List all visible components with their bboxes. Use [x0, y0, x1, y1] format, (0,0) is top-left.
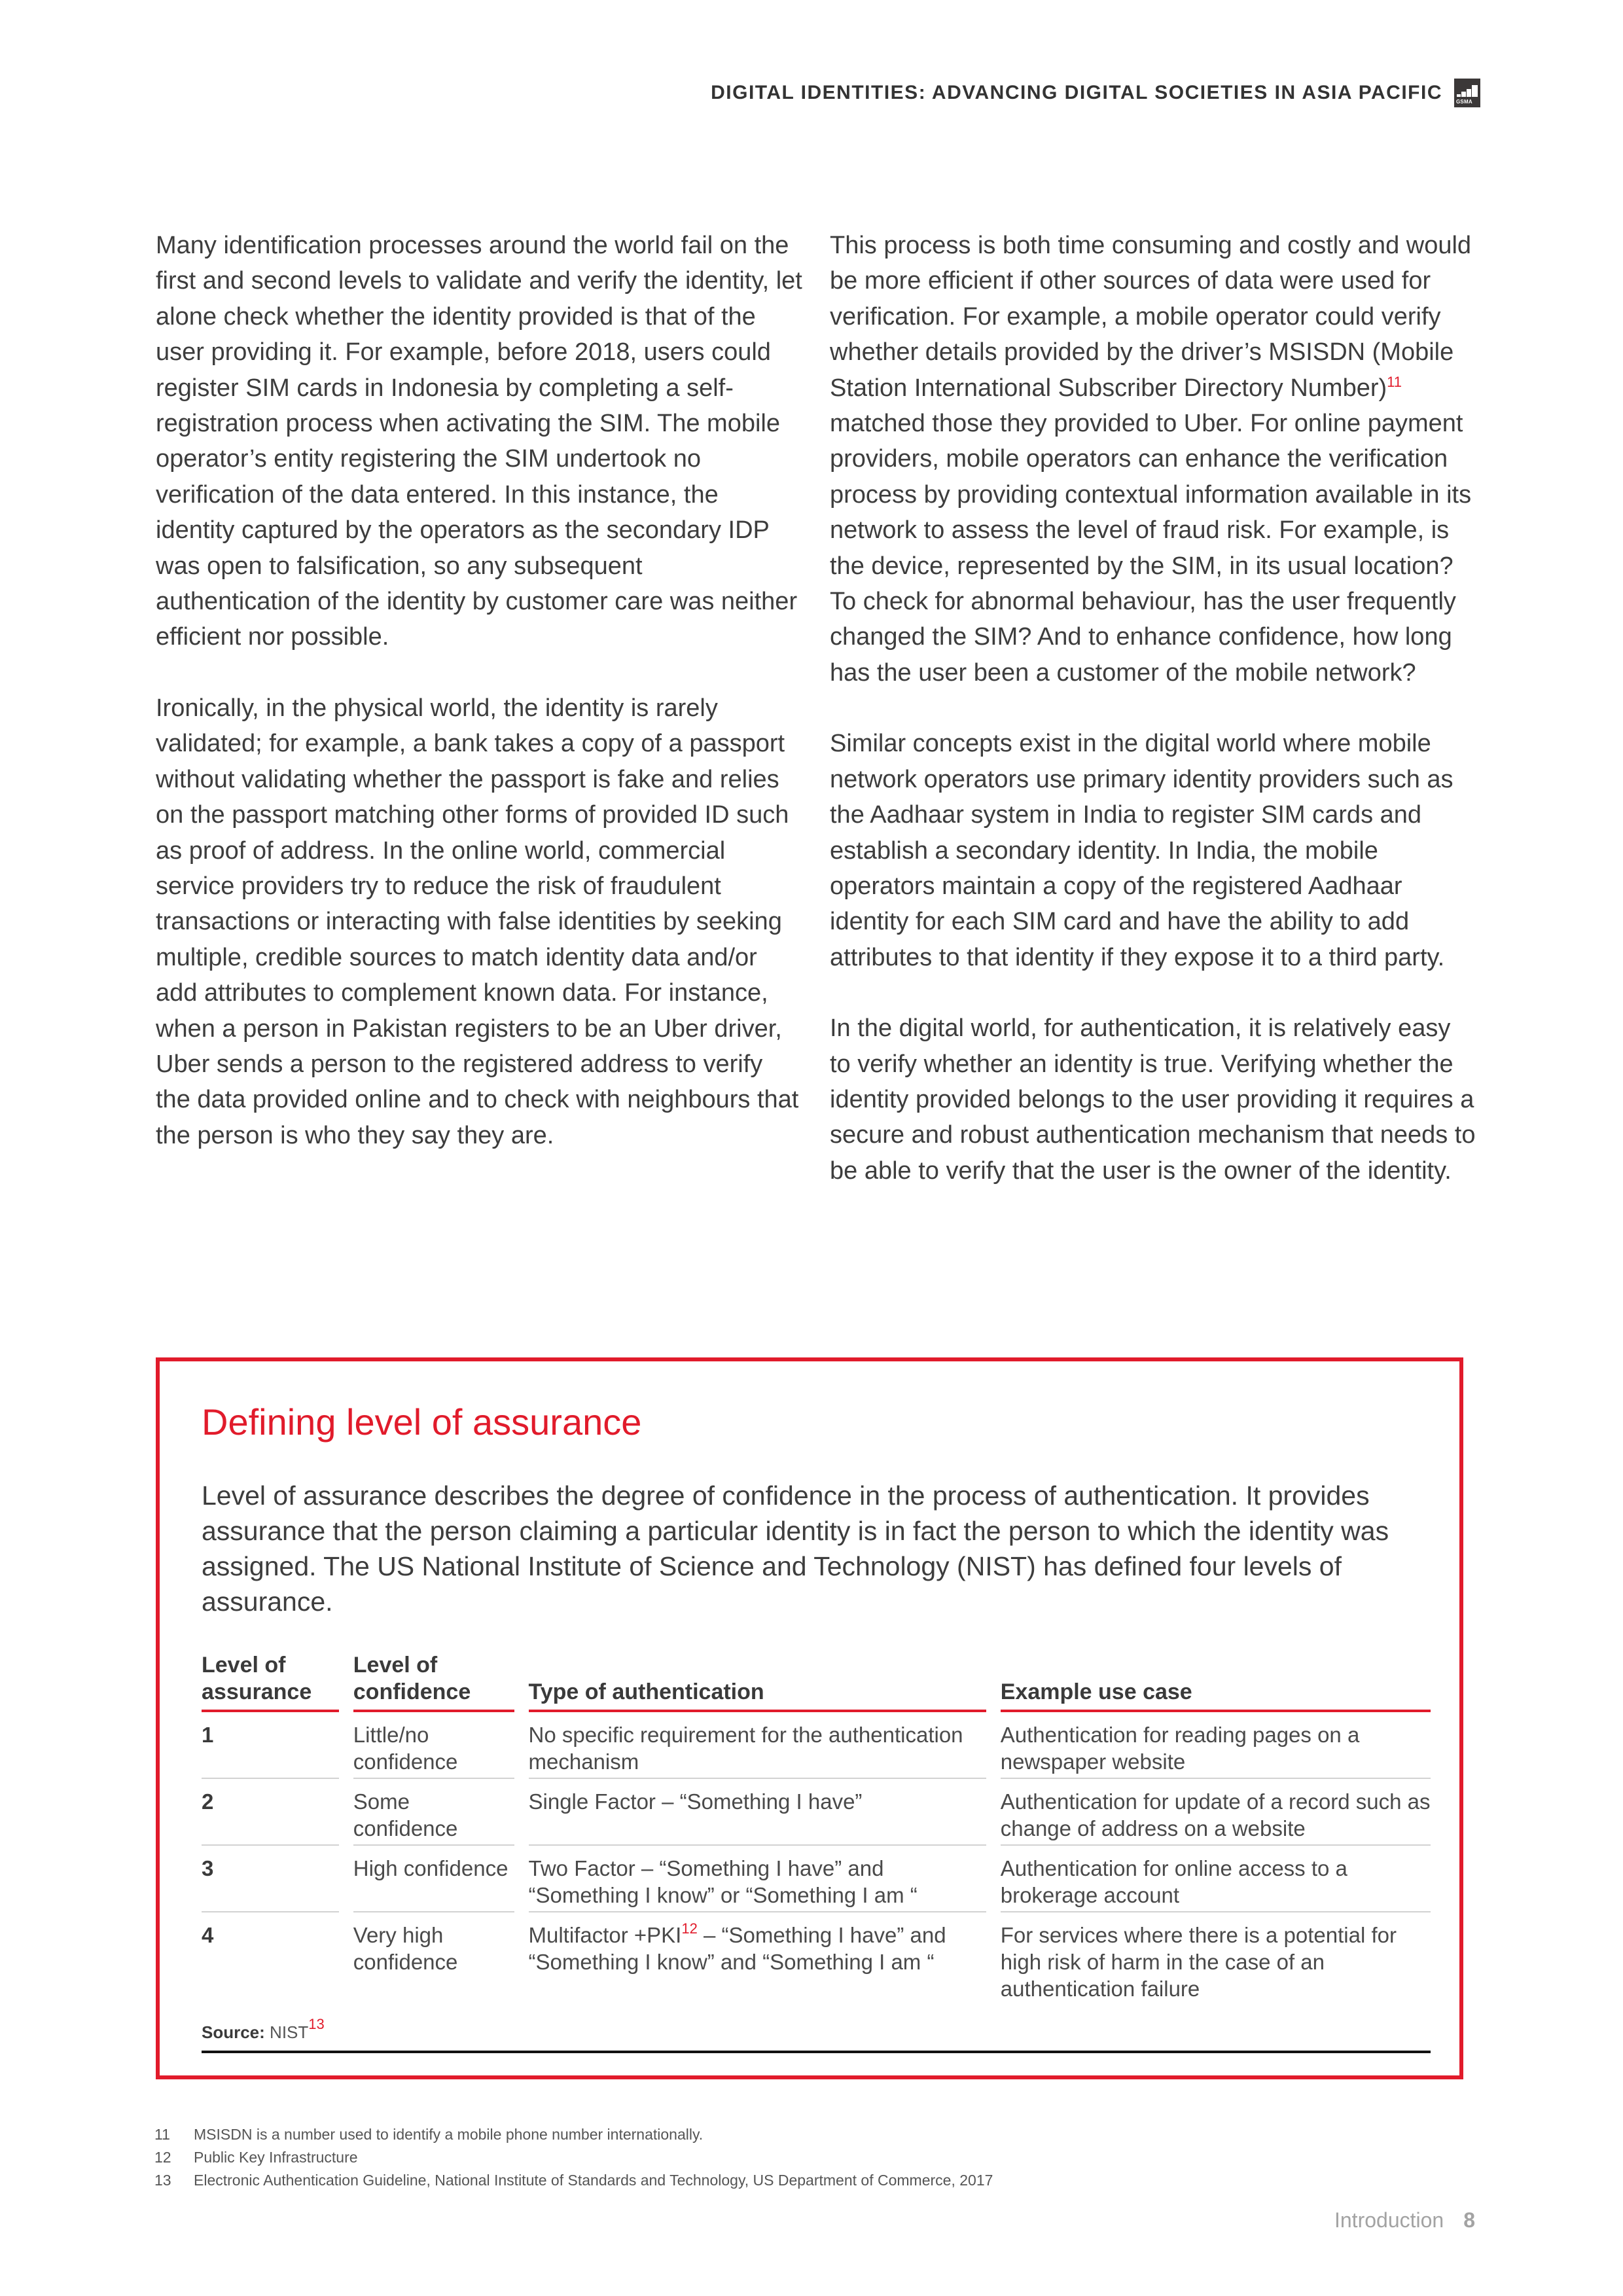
- cell-type: Two Factor – “Something I have” and “Something I know” or “Something I am “: [529, 1846, 986, 1912]
- footnote: [154, 2169, 993, 2192]
- footnote-number: 13: [154, 2172, 171, 2189]
- source-value: NIST: [270, 2022, 309, 2042]
- callout-title: Defining level of assurance: [202, 1401, 642, 1443]
- cell-level: 2: [202, 1779, 339, 1846]
- footnote-ref-11[interactable]: 11: [1387, 373, 1402, 390]
- assurance-table: [202, 1647, 1431, 2053]
- body-columns: [156, 228, 1478, 1224]
- page-footer: [1334, 2208, 1475, 2233]
- footnote-ref-12[interactable]: 12: [681, 1920, 698, 1937]
- callout-intro: Level of assurance describes the degree of confidence in the process of authentication. It provides assurance that the person claiming a particular identity is in fact the person to which the identity was assigned. The US National Institute of Science and Technology (NIST) has defined four levels of assurance.: [202, 1480, 1389, 1617]
- footnote-text: MSISDN is a number used to identify a mobile phone number internationally.: [194, 2126, 704, 2143]
- level-of-assurance-callout: [156, 1357, 1463, 2079]
- footnote-number: 12: [154, 2149, 171, 2166]
- footnote-text: Public Key Infrastructure: [194, 2149, 358, 2166]
- source-label: Source:: [202, 2022, 265, 2042]
- cell-example: Authentication for online access to a brokerage account: [1001, 1846, 1431, 1912]
- gsma-logo-icon: [1454, 79, 1480, 107]
- cell-confidence: Very high confidence: [353, 1923, 458, 1974]
- page-header: [711, 79, 1480, 107]
- cell-confidence: High confidence: [353, 1846, 514, 1912]
- footnote-text: Electronic Authentication Guideline, National Institute of Standards and Technology, US Department of Commerce, 2017: [194, 2172, 993, 2189]
- right-column: [830, 228, 1478, 1224]
- paragraph: This process is both time consuming and costly and would be more efficient if other sources of data were used for verification. For example, a mobile operator could verify whether details provided by the driver’s MSISDN (Mobile Station International Subscriber Directory Number)$^{11}$ matched those they provided to Uber. For online payment providers, mobile operators can enhance the verification process by providing contextual information available in its network to assess the level of fraud risk. For example, is the device, represented by the SIM, in its usual location? To check for abnormal behaviour, has the user frequently changed the SIM? And to enhance confidence, how long has the user been a customer of the mobile network?: [830, 232, 1472, 687]
- footnote-ref-13[interactable]: 13: [308, 2016, 325, 2032]
- footnote-number: 11: [154, 2126, 170, 2143]
- document-title: DIGITAL IDENTITIES: ADVANCING DIGITAL SOCIETIES IN ASIA PACIFIC: [711, 82, 1442, 103]
- table-row: [202, 1712, 1431, 1779]
- paragraph: Ironically, in the physical world, the identity is rarely validated; for example, a bank takes a copy of a passport without validating whether the passport is fake and relies on the passport matching other forms of provided ID such as proof of address. In the online world, commercial service providers try to reduce the risk of fraudulent transactions or interacting with false identities by seeking multiple, credible sources to match identity data and/or add attributes to complement known data. For instance, when a person in Pakistan registers to be an Uber driver, Uber sends a person to the registered address to verify the data provided online and to check with neighbours that the person is who they say they are.: [156, 694, 799, 1149]
- cell-confidence: Little/no confidence: [353, 1712, 514, 1779]
- table-source: [202, 2016, 1431, 2053]
- paragraph: Similar concepts exist in the digital world where mobile network operators use primary identity providers such as the Aadhaar system in India to register SIM cards and establish a secondary identity. In India, the mobile operators maintain a copy of the registered Aadhaar identity for each SIM card and have the ability to add attributes to that identity if they expose it to a third party.: [830, 730, 1454, 971]
- table-row: [202, 1779, 1431, 1846]
- cell-example: Authentication for reading pages on a newspaper website: [1001, 1712, 1431, 1779]
- cell-example: Authentication for update of a record such as change of address on a website: [1001, 1779, 1431, 1846]
- section-name: Introduction: [1334, 2208, 1444, 2232]
- footnote: [154, 2146, 993, 2169]
- cell-type: No specific requirement for the authentication mechanism: [529, 1712, 986, 1779]
- footnote: [154, 2123, 993, 2146]
- cell-level: 1: [202, 1712, 339, 1779]
- cell-type: Multifactor +PKI$^{12}$ – “Something I have” and “Something I know” and “Something I am “: [528, 1920, 946, 1974]
- table-header: [202, 1647, 1431, 1712]
- column-header-type-of-authentication: Type of authentication: [529, 1647, 986, 1712]
- column-header-level-of-assurance: Level of assurance: [202, 1647, 339, 1712]
- column-header-example-use-case: Example use case: [1001, 1647, 1431, 1712]
- table-row: [202, 1912, 1431, 2001]
- column-header-level-of-confidence: Level of confidence: [353, 1647, 514, 1712]
- paragraph: Many identification processes around the world fail on the first and second levels to validate and verify the identity, let alone check whether the identity provided is that of the user providing it. For example, before 2018, users could register SIM cards in Indonesia by completing a self-registration process when activating the SIM. The mobile operator’s entity registering the SIM undertook no verification of the data entered. In this instance, the identity captured by the operators as the secondary IDP was open to falsification, so any subsequent authentication of the identity by customer care was neither efficient nor possible.: [156, 232, 802, 651]
- table-row: [202, 1846, 1431, 1912]
- cell-type: Single Factor – “Something I have”: [529, 1779, 986, 1846]
- cell-level: 3: [202, 1846, 339, 1912]
- cell-level: 4: [202, 1923, 214, 1947]
- cell-example: For services where there is a potential for high risk of harm in the case of an authentication failure: [1000, 1923, 1397, 2001]
- left-column: [156, 228, 804, 1224]
- logo-text: GSMA: [1456, 99, 1472, 105]
- paragraph: In the digital world, for authentication, it is relatively easy to verify whether an identity is true. Verifying whether the identity provided belongs to the user providing it requires a secure and robust authentication mechanism that needs to be able to verify that the user is the owner of the identity.: [830, 1014, 1476, 1185]
- footnotes: [154, 2123, 993, 2192]
- cell-confidence: Some confidence: [353, 1779, 514, 1846]
- page-number: 8: [1463, 2208, 1475, 2232]
